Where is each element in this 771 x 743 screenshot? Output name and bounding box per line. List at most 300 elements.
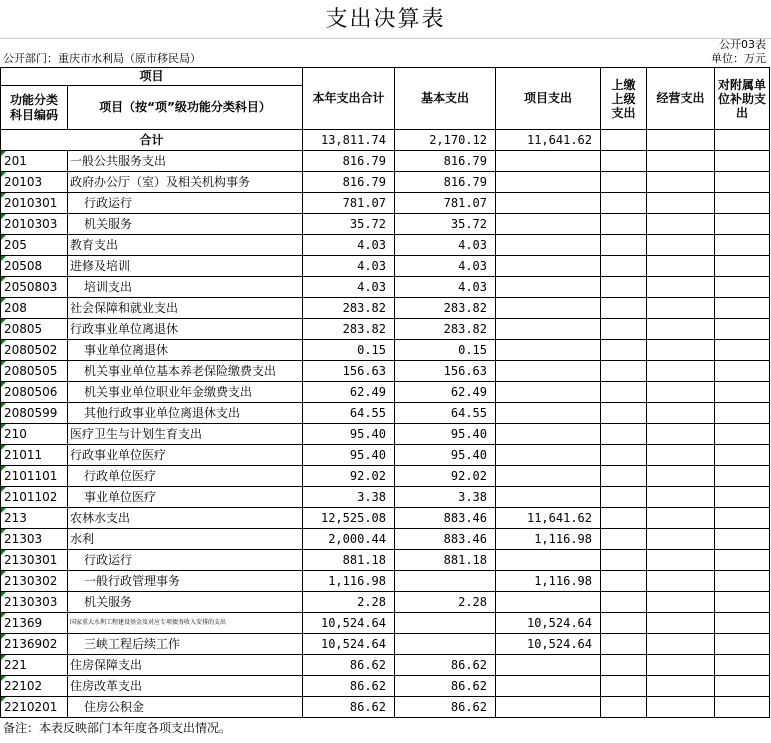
cell-marker-icon [1, 655, 6, 660]
page-title: 支出决算表 [325, 7, 446, 32]
row-business [647, 340, 715, 361]
row-subsidy [715, 172, 770, 193]
row-project [496, 151, 601, 172]
row-upper [601, 613, 647, 634]
row-project [496, 487, 601, 508]
row-code [1, 676, 68, 697]
cell-marker-icon [1, 340, 6, 345]
row-name: 行政运行 [68, 550, 303, 571]
cell-marker-icon [1, 466, 6, 471]
row-code [1, 634, 68, 655]
row-subsidy [715, 340, 770, 361]
row-code [1, 445, 68, 466]
row-project [496, 424, 601, 445]
row-upper [601, 487, 647, 508]
row-project: 1,116.98 [496, 571, 601, 592]
row-business [647, 151, 715, 172]
row-subsidy [715, 319, 770, 340]
row-code-text: 2080502 [4, 343, 58, 357]
row-project [496, 466, 601, 487]
table-body [1, 151, 770, 718]
row-upper [601, 508, 647, 529]
row-subsidy [715, 214, 770, 235]
table-row [1, 466, 770, 487]
cell-marker-icon [1, 508, 6, 513]
row-code-text: 20508 [4, 259, 43, 273]
table-row [1, 193, 770, 214]
row-business [647, 235, 715, 256]
cell-marker-icon [1, 214, 6, 219]
row-basic: 92.02 [395, 466, 496, 487]
row-total: 10,524.64 [303, 613, 395, 634]
row-business [647, 697, 715, 718]
total-business [647, 130, 715, 151]
header-project-group: 项目 [1, 68, 303, 86]
row-name: 行政事业单位离退休 [68, 319, 303, 340]
total-sum: 13,811.74 [303, 130, 395, 151]
row-name: 培训支出 [68, 277, 303, 298]
row-total: 95.40 [303, 445, 395, 466]
row-basic: 156.63 [395, 361, 496, 382]
row-basic: 881.18 [395, 550, 496, 571]
row-code [1, 235, 68, 256]
row-code [1, 361, 68, 382]
header-subsidy: 对附属单位补助支出 [715, 68, 770, 130]
row-upper [601, 655, 647, 676]
row-name: 机关事业单位职业年金缴费支出 [68, 382, 303, 403]
table-row [1, 235, 770, 256]
cell-marker-icon [1, 277, 6, 282]
row-total: 816.79 [303, 151, 395, 172]
row-business [647, 298, 715, 319]
row-name: 事业单位离退休 [68, 340, 303, 361]
row-code [1, 697, 68, 718]
row-total: 283.82 [303, 319, 395, 340]
total-basic: 2,170.12 [395, 130, 496, 151]
row-code [1, 319, 68, 340]
total-subsidy [715, 130, 770, 151]
row-code-text: 2010303 [4, 217, 58, 231]
unit-label: 单位：万元 [711, 52, 766, 65]
row-code [1, 613, 68, 634]
row-total: 86.62 [303, 655, 395, 676]
row-upper [601, 298, 647, 319]
row-subsidy [715, 256, 770, 277]
table-row [1, 277, 770, 298]
cell-marker-icon [1, 403, 6, 408]
row-basic: 883.46 [395, 508, 496, 529]
table-row [1, 550, 770, 571]
cell-marker-icon [1, 634, 6, 639]
row-total: 4.03 [303, 277, 395, 298]
row-code [1, 403, 68, 424]
table-row [1, 214, 770, 235]
row-project: 1,116.98 [496, 529, 601, 550]
row-upper [601, 445, 647, 466]
row-code-text: 2080599 [4, 406, 58, 420]
row-project [496, 298, 601, 319]
row-basic: 95.40 [395, 445, 496, 466]
row-business [647, 403, 715, 424]
cell-marker-icon [1, 529, 6, 534]
row-code [1, 340, 68, 361]
row-total: 12,525.08 [303, 508, 395, 529]
row-subsidy [715, 403, 770, 424]
row-basic: 35.72 [395, 214, 496, 235]
row-code-text: 210 [4, 427, 27, 441]
row-business [647, 634, 715, 655]
row-code [1, 256, 68, 277]
row-subsidy [715, 445, 770, 466]
row-name: 农林水支出 [68, 508, 303, 529]
row-basic: 4.03 [395, 277, 496, 298]
row-name: 医疗卫生与计划生育支出 [68, 424, 303, 445]
row-basic: 816.79 [395, 151, 496, 172]
row-subsidy [715, 655, 770, 676]
row-basic [395, 613, 496, 634]
row-total: 62.49 [303, 382, 395, 403]
row-name: 国家重大水利工程建设基金及对应专项债务收入安排的支出 [68, 613, 303, 634]
row-total: 2,000.44 [303, 529, 395, 550]
row-project [496, 361, 601, 382]
row-total: 781.07 [303, 193, 395, 214]
row-total: 816.79 [303, 172, 395, 193]
row-basic: 86.62 [395, 655, 496, 676]
row-business [647, 445, 715, 466]
row-project [496, 214, 601, 235]
row-code-text: 2130303 [4, 595, 58, 609]
row-code-text: 2080505 [4, 364, 58, 378]
row-total: 156.63 [303, 361, 395, 382]
row-subsidy [715, 193, 770, 214]
row-code [1, 466, 68, 487]
row-business [647, 508, 715, 529]
row-name: 政府办公厅（室）及相关机构事务 [68, 172, 303, 193]
row-code [1, 571, 68, 592]
row-code-text: 201 [4, 154, 27, 168]
row-upper [601, 361, 647, 382]
table-row [1, 382, 770, 403]
row-basic: 4.03 [395, 256, 496, 277]
cell-marker-icon [1, 235, 6, 240]
row-name: 住房公积金 [68, 697, 303, 718]
row-project [496, 172, 601, 193]
row-basic: 2.28 [395, 592, 496, 613]
row-name: 机关服务 [68, 592, 303, 613]
row-basic: 4.03 [395, 235, 496, 256]
row-upper [601, 319, 647, 340]
row-project [496, 445, 601, 466]
row-upper [601, 634, 647, 655]
row-basic: 62.49 [395, 382, 496, 403]
row-business [647, 424, 715, 445]
row-code [1, 277, 68, 298]
row-upper [601, 214, 647, 235]
row-name: 机关服务 [68, 214, 303, 235]
department-row [0, 52, 771, 66]
table-row [1, 592, 770, 613]
row-upper [601, 403, 647, 424]
row-basic: 86.62 [395, 676, 496, 697]
row-total: 35.72 [303, 214, 395, 235]
row-upper [601, 466, 647, 487]
row-project [496, 340, 601, 361]
row-subsidy [715, 361, 770, 382]
table-row [1, 151, 770, 172]
cell-marker-icon [1, 256, 6, 261]
cell-marker-icon [1, 445, 6, 450]
row-project [496, 697, 601, 718]
table-row [1, 340, 770, 361]
cell-marker-icon [1, 361, 6, 366]
row-total: 86.62 [303, 697, 395, 718]
row-code [1, 424, 68, 445]
row-total: 86.62 [303, 676, 395, 697]
row-code [1, 550, 68, 571]
row-code-text: 221 [4, 658, 27, 672]
row-upper [601, 277, 647, 298]
row-basic: 816.79 [395, 172, 496, 193]
cell-marker-icon [1, 319, 6, 324]
table-row [1, 445, 770, 466]
row-upper [601, 256, 647, 277]
row-business [647, 256, 715, 277]
row-project [496, 256, 601, 277]
row-business [647, 382, 715, 403]
footer-note: 备注：本表反映部门本年度各项支出情况。 [3, 721, 232, 735]
row-upper [601, 382, 647, 403]
form-code-row [0, 38, 771, 52]
row-business [647, 676, 715, 697]
row-upper [601, 550, 647, 571]
row-code-text: 2101101 [4, 469, 58, 483]
row-subsidy [715, 571, 770, 592]
row-basic: 883.46 [395, 529, 496, 550]
cell-marker-icon [1, 193, 6, 198]
row-name: 事业单位医疗 [68, 487, 303, 508]
row-code [1, 298, 68, 319]
table-row [1, 487, 770, 508]
row-name: 一般行政管理事务 [68, 571, 303, 592]
row-subsidy [715, 634, 770, 655]
row-business [647, 214, 715, 235]
row-code-text: 2050803 [4, 280, 58, 294]
row-code-text: 2010301 [4, 196, 58, 210]
row-project [496, 235, 601, 256]
row-code-text: 213 [4, 511, 27, 525]
row-business [647, 361, 715, 382]
row-total: 3.38 [303, 487, 395, 508]
row-total: 283.82 [303, 298, 395, 319]
row-code-text: 2101102 [4, 490, 58, 504]
row-code [1, 592, 68, 613]
row-subsidy [715, 298, 770, 319]
expenditure-table-wrapper [0, 67, 770, 718]
row-basic [395, 571, 496, 592]
row-upper [601, 235, 647, 256]
table-row [1, 634, 770, 655]
row-name: 社会保障和就业支出 [68, 298, 303, 319]
table-row [1, 655, 770, 676]
row-code [1, 172, 68, 193]
row-business [647, 529, 715, 550]
row-total: 1,116.98 [303, 571, 395, 592]
cell-marker-icon [1, 571, 6, 576]
row-code [1, 382, 68, 403]
row-business [647, 655, 715, 676]
row-basic: 95.40 [395, 424, 496, 445]
cell-marker-icon [1, 172, 6, 177]
row-code-text: 21303 [4, 532, 43, 546]
cell-marker-icon [1, 676, 6, 681]
cell-marker-icon [1, 613, 6, 618]
row-code-text: 2136902 [4, 637, 58, 651]
row-upper [601, 340, 647, 361]
row-code-text: 208 [4, 301, 27, 315]
table-row [1, 529, 770, 550]
row-business [647, 466, 715, 487]
row-name: 机关事业单位基本养老保险缴费支出 [68, 361, 303, 382]
row-upper [601, 172, 647, 193]
header-func-code: 功能分类科目编码 [1, 86, 68, 130]
row-business [647, 592, 715, 613]
header-basic: 基本支出 [395, 68, 496, 130]
expenditure-table [0, 67, 770, 718]
row-subsidy [715, 697, 770, 718]
row-code-text: 21011 [4, 448, 43, 462]
row-project [496, 382, 601, 403]
row-name: 住房保障支出 [68, 655, 303, 676]
row-code-text: 2130302 [4, 574, 58, 588]
cell-marker-icon [1, 424, 6, 429]
row-code-text: 2080506 [4, 385, 58, 399]
cell-marker-icon [1, 697, 6, 702]
row-total: 95.40 [303, 424, 395, 445]
row-upper [601, 193, 647, 214]
header-total: 本年支出合计 [303, 68, 395, 130]
row-subsidy [715, 529, 770, 550]
row-code [1, 487, 68, 508]
row-project [496, 403, 601, 424]
row-subsidy [715, 592, 770, 613]
row-code-text: 21369 [4, 616, 43, 630]
row-project [496, 277, 601, 298]
row-business [647, 193, 715, 214]
row-name: 行政单位医疗 [68, 466, 303, 487]
row-code [1, 193, 68, 214]
row-subsidy [715, 277, 770, 298]
cell-marker-icon [1, 382, 6, 387]
table-row [1, 319, 770, 340]
row-upper [601, 697, 647, 718]
row-subsidy [715, 613, 770, 634]
row-basic: 781.07 [395, 193, 496, 214]
cell-marker-icon [1, 298, 6, 303]
row-code-text: 20805 [4, 322, 43, 336]
row-subsidy [715, 235, 770, 256]
row-code-text: 22102 [4, 679, 43, 693]
row-project [496, 655, 601, 676]
total-project: 11,641.62 [496, 130, 601, 151]
row-project: 10,524.64 [496, 634, 601, 655]
table-row [1, 676, 770, 697]
header-func-name: 项目（按“项”级功能分类科目） [68, 86, 303, 130]
cell-marker-icon [1, 550, 6, 555]
row-project [496, 319, 601, 340]
table-row [1, 697, 770, 718]
row-code [1, 655, 68, 676]
row-name: 进修及培训 [68, 256, 303, 277]
row-project: 11,641.62 [496, 508, 601, 529]
header-project: 项目支出 [496, 68, 601, 130]
row-name: 教育支出 [68, 235, 303, 256]
row-business [647, 571, 715, 592]
row-basic: 3.38 [395, 487, 496, 508]
table-row [1, 571, 770, 592]
row-name: 住房改革支出 [68, 676, 303, 697]
row-subsidy [715, 487, 770, 508]
cell-marker-icon [1, 487, 6, 492]
row-total: 4.03 [303, 235, 395, 256]
row-subsidy [715, 550, 770, 571]
row-total: 4.03 [303, 256, 395, 277]
total-upper [601, 130, 647, 151]
row-total: 92.02 [303, 466, 395, 487]
row-name: 水利 [68, 529, 303, 550]
table-row [1, 508, 770, 529]
row-project [496, 193, 601, 214]
table-row [1, 298, 770, 319]
row-business [647, 172, 715, 193]
row-basic: 86.62 [395, 697, 496, 718]
row-code [1, 151, 68, 172]
row-project [496, 592, 601, 613]
row-total: 64.55 [303, 403, 395, 424]
row-upper [601, 571, 647, 592]
row-basic: 283.82 [395, 319, 496, 340]
table-row [1, 613, 770, 634]
row-basic [395, 634, 496, 655]
row-business [647, 319, 715, 340]
cell-marker-icon [1, 151, 6, 156]
table-row [1, 172, 770, 193]
row-basic: 64.55 [395, 403, 496, 424]
row-code-text: 2130301 [4, 553, 58, 567]
row-project [496, 550, 601, 571]
row-subsidy [715, 508, 770, 529]
table-row [1, 256, 770, 277]
row-business [647, 277, 715, 298]
form-code: 公开03表 [719, 38, 766, 51]
row-total: 881.18 [303, 550, 395, 571]
cell-marker-icon [1, 592, 6, 597]
row-subsidy [715, 382, 770, 403]
row-total: 2.28 [303, 592, 395, 613]
row-upper [601, 424, 647, 445]
total-label: 合计 [1, 130, 303, 151]
row-code-text: 205 [4, 238, 27, 252]
row-code [1, 529, 68, 550]
row-code-text: 20103 [4, 175, 43, 189]
row-total: 0.15 [303, 340, 395, 361]
row-name: 其他行政事业单位离退休支出 [68, 403, 303, 424]
row-business [647, 487, 715, 508]
row-name: 行政事业单位医疗 [68, 445, 303, 466]
row-name: 一般公共服务支出 [68, 151, 303, 172]
row-name: 行政运行 [68, 193, 303, 214]
department-label: 公开部门：重庆市水利局（原市移民局） [3, 52, 201, 65]
row-business [647, 613, 715, 634]
